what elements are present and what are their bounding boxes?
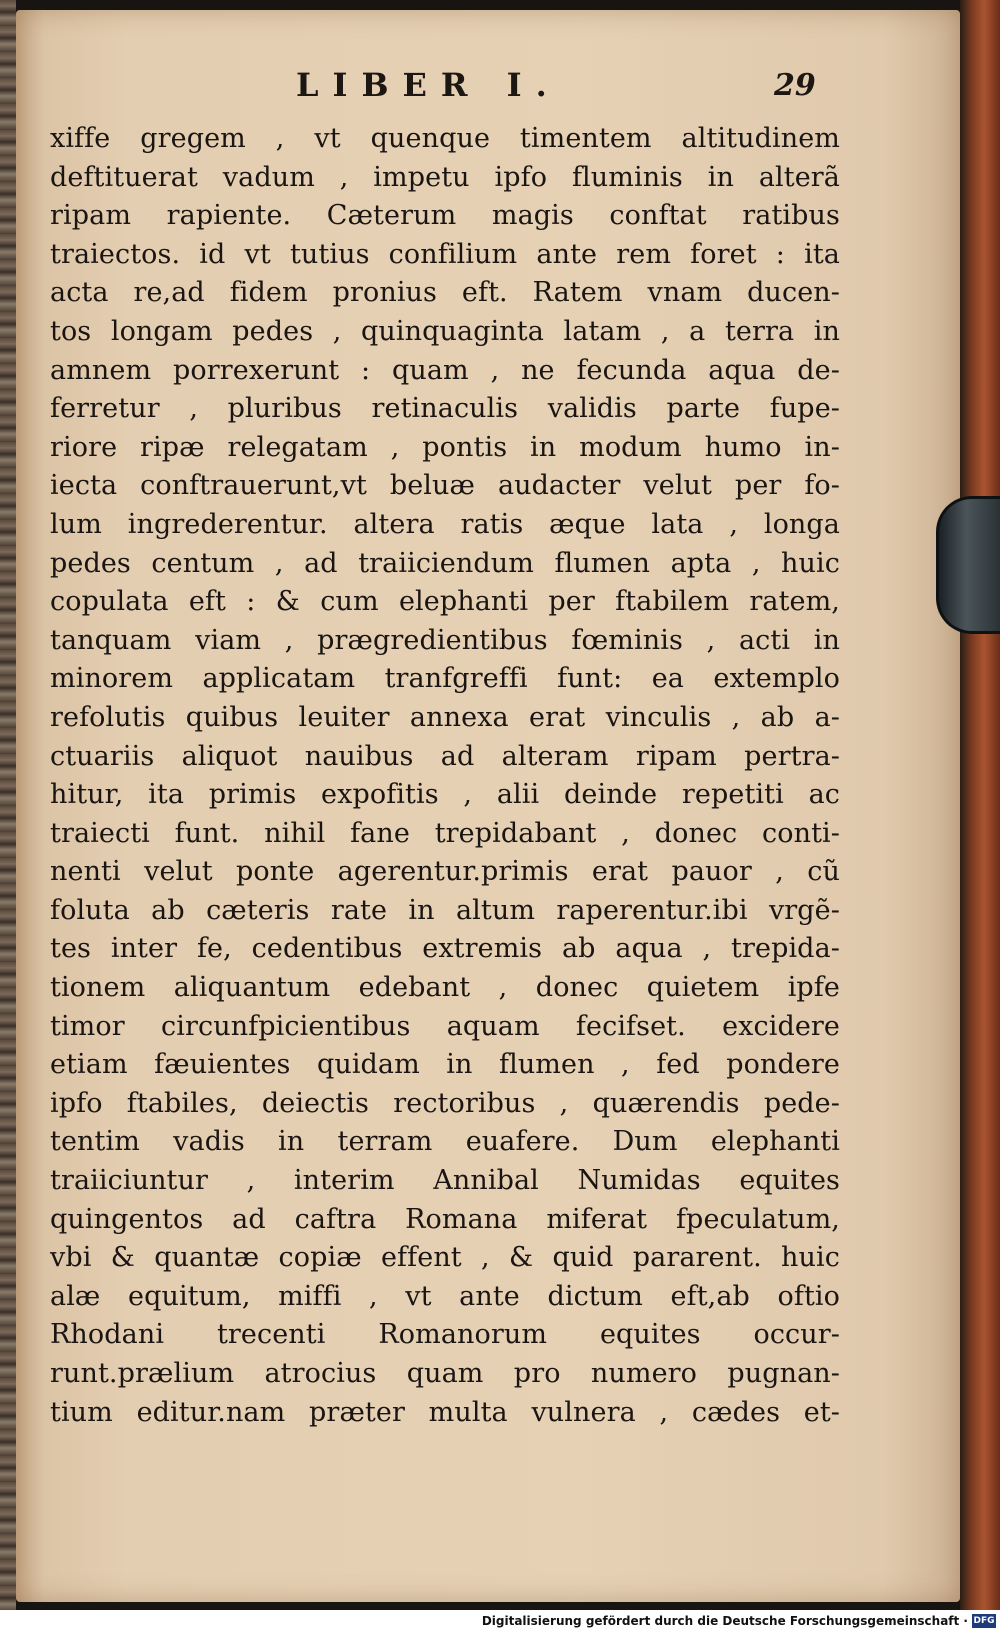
book-edge-left <box>0 0 16 1610</box>
text-line: hitur, ita primis expofitis , alii deinde repetiti ac <box>50 779 840 811</box>
book-clasp-icon <box>936 496 1000 634</box>
book-page <box>16 10 960 1602</box>
text-line: refolutis quibus leuiter annexa erat vinculis , ab a- <box>50 701 840 733</box>
text-line: timor circunfpicientibus aquam fecifset. excidere <box>50 1010 840 1042</box>
digitization-credit: Digitalisierung gefördert durch die Deutsche Forschungsgemeinschaft · <box>481 1614 968 1628</box>
dfg-logo-icon: DFG <box>973 1616 995 1626</box>
text-line: riore ripæ relegatam , pontis in modum humo in- <box>50 431 840 463</box>
digitization-footer <box>482 1614 996 1628</box>
text-line: minorem applicatam tranfgreffi funt: ea extemplo <box>50 663 840 695</box>
text-line: deftituerat vadum , impetu ipfo fluminis in alterã <box>50 161 840 193</box>
text-line: tes inter fe, cedentibus extremis ab aqua , trepida- <box>50 933 840 965</box>
page-header <box>16 66 960 114</box>
text-line: tos longam pedes , quinquaginta latam , a terra in <box>50 315 840 347</box>
text-line: tionem aliquantum edebant , donec quietem ipfe <box>50 972 840 1004</box>
text-line: ripam rapiente. Cæterum magis conftat ratibus <box>50 200 840 232</box>
text-line: quingentos ad caftra Romana miferat fpeculatum, <box>50 1203 840 1235</box>
text-line: traiiciuntur , interim Annibal Numidas equites <box>50 1165 840 1197</box>
text-line: traiecti funt. nihil fane trepidabant , donec conti- <box>50 817 840 849</box>
text-line: nenti velut ponte agerentur.primis erat pauor , cũ <box>50 856 840 888</box>
text-line: tanquam viam , prægredientibus fœminis , acti in <box>50 624 840 656</box>
body-text <box>50 120 840 1432</box>
text-line: ipfo ftabiles, deiectis rectoribus , quærendis pede- <box>50 1087 840 1119</box>
text-line: etiam fæuientes quidam in flumen , fed pondere <box>50 1049 840 1081</box>
text-line: vbi & quantæ copiæ effent , & quid pararent. huic <box>50 1242 840 1274</box>
text-line: acta re,ad fidem pronius eft. Ratem vnam ducen- <box>50 277 840 309</box>
text-line: iecta conftrauerunt,vt beluæ audacter velut per fo- <box>50 470 840 502</box>
text-line: xiffe gregem , vt quenque timentem altitudinem <box>50 123 840 154</box>
text-line: amnem porrexerunt : quam , ne fecunda aqua de- <box>50 354 840 386</box>
text-line: traiectos. id vt tutius confilium ante rem foret : ita <box>50 238 840 270</box>
book-cover-edge-right <box>960 0 1000 1610</box>
running-head: LIBER I. <box>296 66 561 104</box>
text-line: Rhodani trecenti Romanorum equites occur- <box>50 1319 840 1351</box>
text-line: runt.prælium atrocius quam pro numero pugnan- <box>50 1358 840 1389</box>
text-line: foluta ab cæteris rate in altum raperentur.ibi vrgẽ- <box>50 894 840 926</box>
text-line: copulata eft : & cum elephanti per ftabilem ratem, <box>50 586 840 618</box>
text-line: pedes centum , ad traiiciendum flumen apta , huic <box>50 547 840 579</box>
text-line: tentim vadis in terram euafere. Dum elephanti <box>50 1126 840 1158</box>
text-line: ctuariis aliquot nauibus ad alteram ripam pertra- <box>50 740 840 772</box>
text-line: alæ equitum, miffi , vt ante dictum eft,ab oftio <box>50 1280 840 1312</box>
page-number: 29 <box>774 68 816 103</box>
text-line: ferretur , pluribus retinaculis validis parte fupe- <box>50 393 840 425</box>
text-line: tium editur.nam præter multa vulnera , cædes et- <box>50 1396 840 1428</box>
text-line: lum ingrederentur. altera ratis æque lata , longa <box>50 508 840 540</box>
